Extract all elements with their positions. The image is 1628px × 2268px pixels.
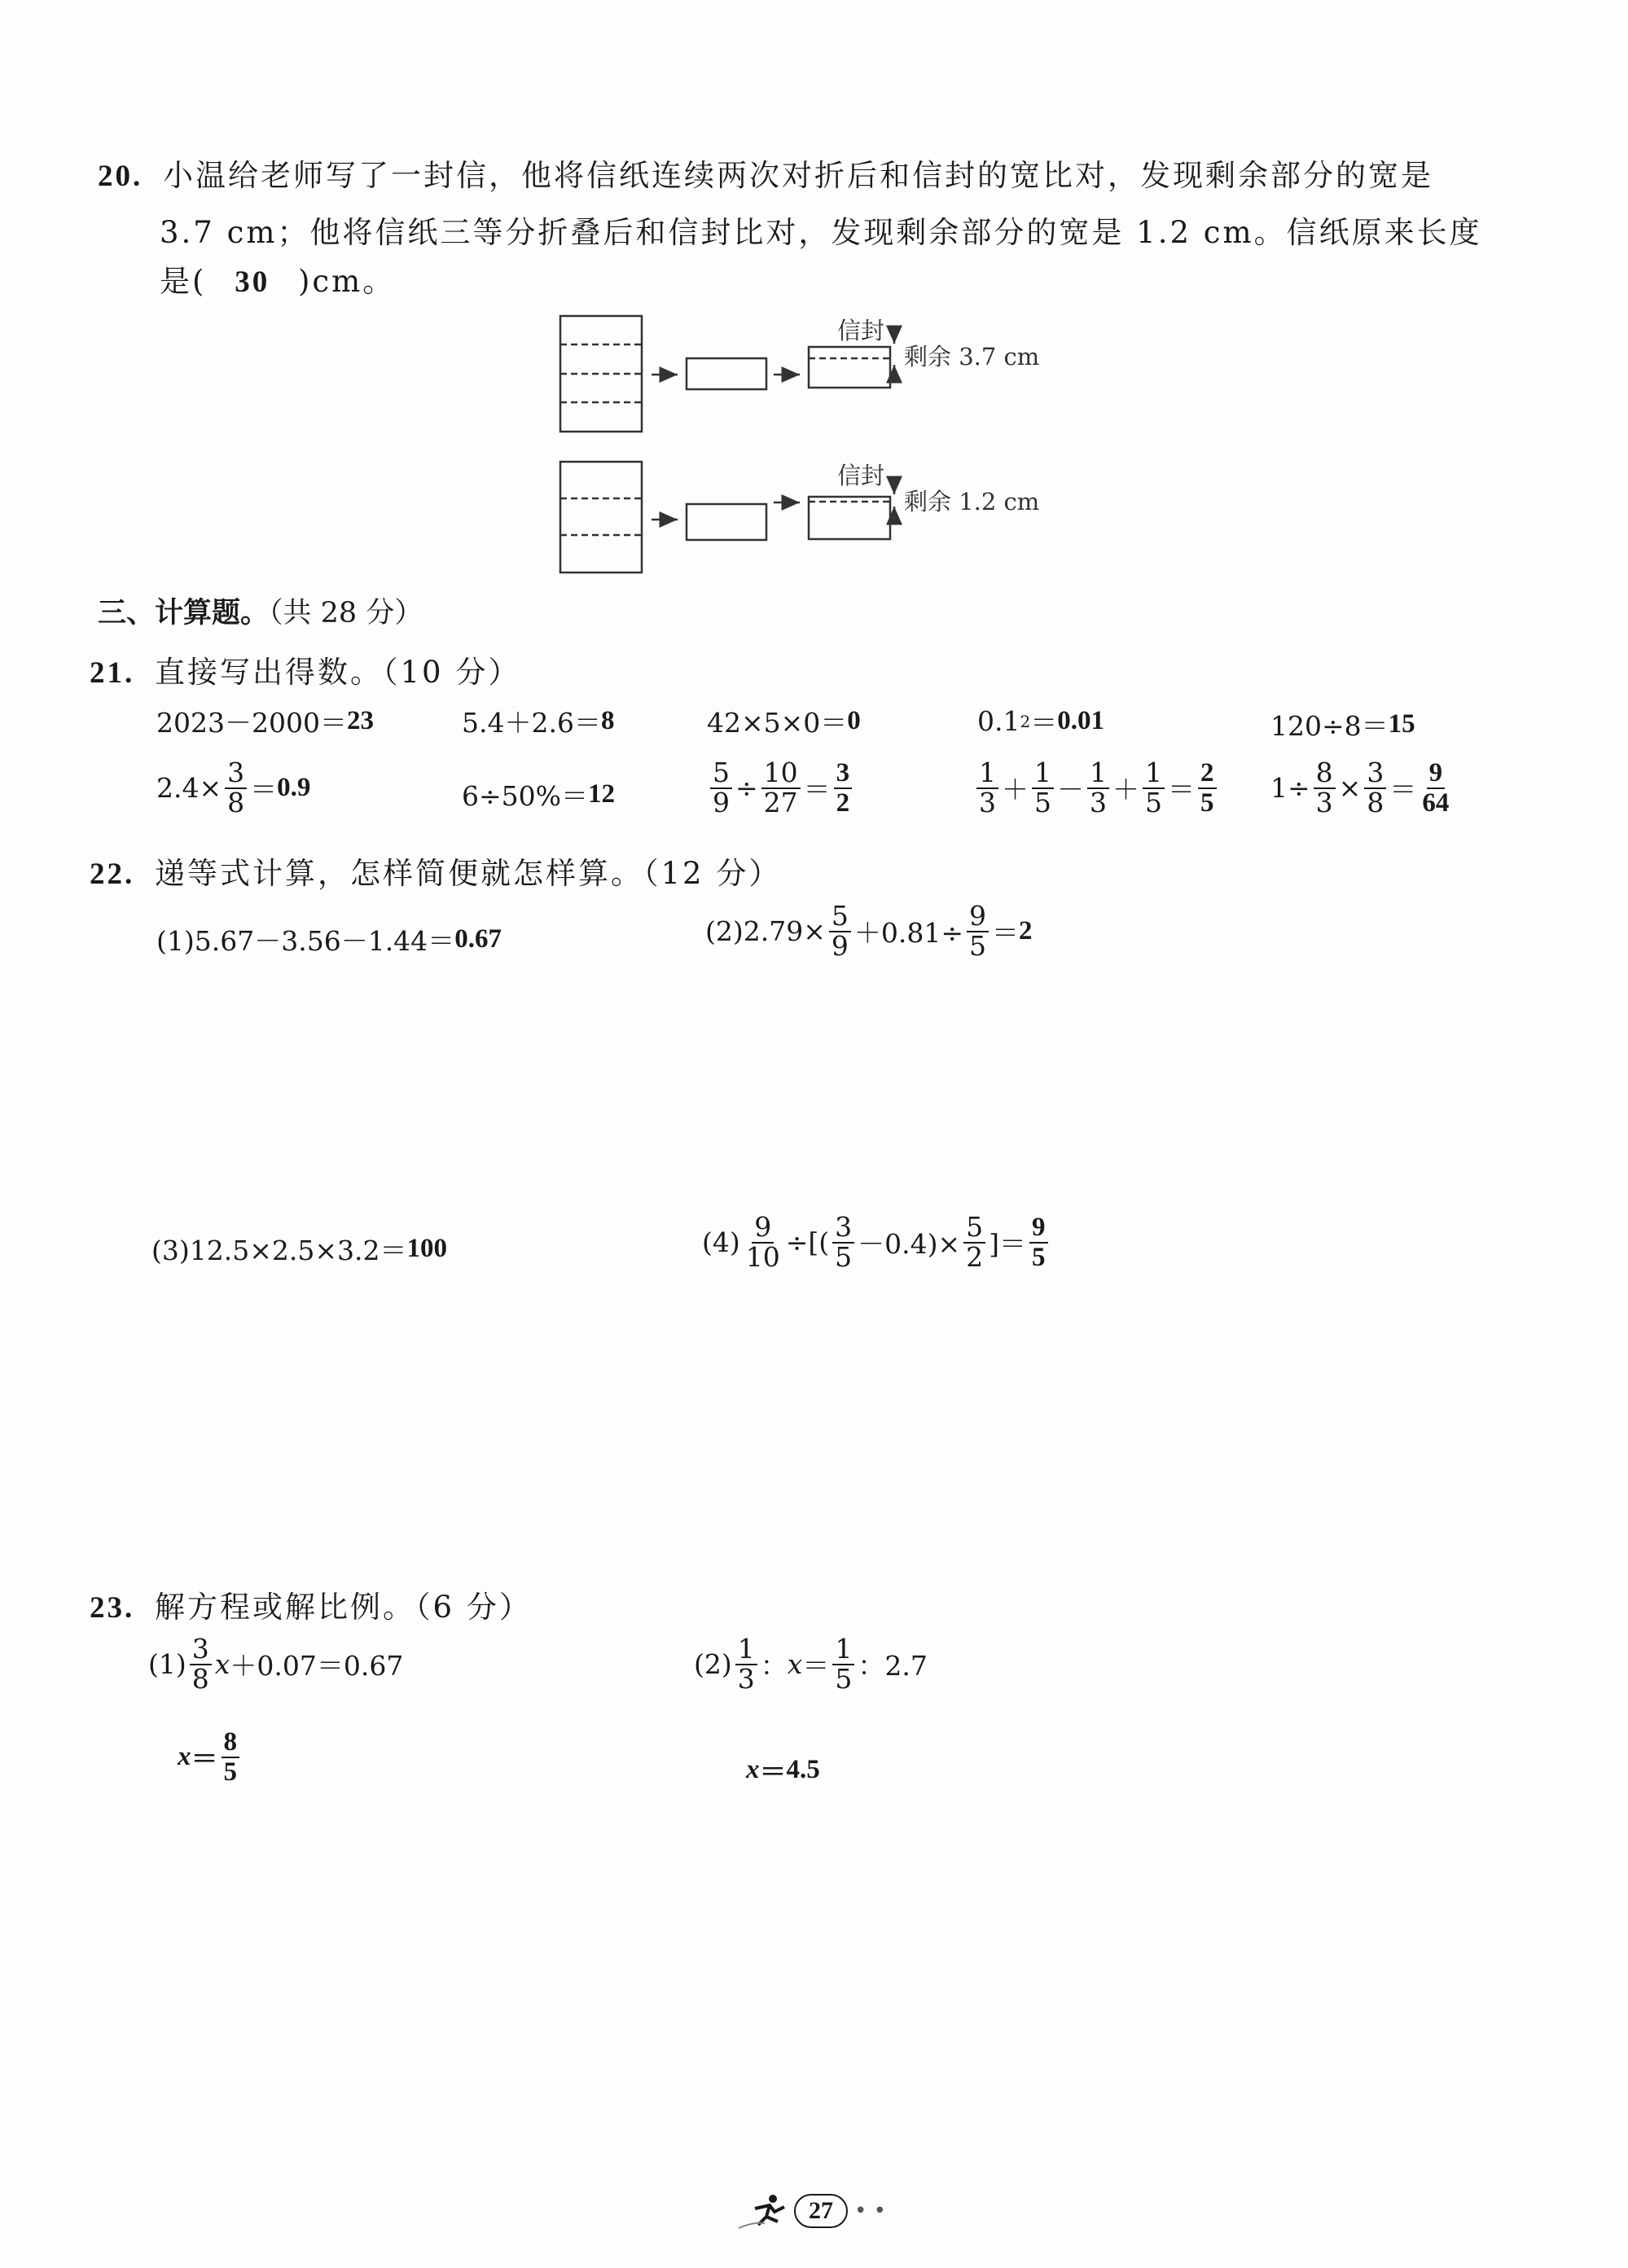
folded-paper-2 [687, 504, 766, 540]
frac [190, 1635, 212, 1693]
q22-part-4-mid2: －0.4)× [858, 1228, 961, 1261]
frac [1314, 759, 1336, 817]
numerator: 3 [834, 759, 853, 789]
denominator: 9 [713, 786, 730, 818]
q21-item-2-ans: 8 [600, 706, 615, 735]
page-footer [737, 2191, 886, 2231]
answer-variable: x [178, 1742, 191, 1772]
q22-number: 22. [90, 858, 135, 891]
letter-paper-thirds [560, 462, 642, 572]
denominator: 8 [227, 786, 245, 818]
variable: x [214, 1648, 230, 1681]
denominator: 3 [737, 1662, 755, 1695]
frac [1087, 759, 1109, 817]
q21-item-4-ans: 0.01 [1057, 706, 1104, 735]
q23-part-1-ans [222, 1728, 240, 1786]
q23-part-2 [694, 1635, 928, 1693]
remain-label-1: 剩余 3.7 cm [904, 343, 1040, 371]
q21-item-8-ans [834, 759, 853, 817]
frac [735, 1635, 757, 1693]
frac [1032, 759, 1054, 817]
denominator: 3 [1090, 786, 1107, 818]
denominator: 5 [835, 1662, 853, 1695]
q23-title [90, 1582, 532, 1626]
q22-part-2-ans: 2 [1019, 916, 1033, 946]
q23-title-text: 解方程或解比例。（6 分） [155, 1590, 532, 1625]
answer-equals: ＝ [191, 1745, 218, 1775]
q20-blank-close: )cm。 [297, 264, 396, 299]
frac [1364, 759, 1386, 817]
denominator: 3 [979, 786, 996, 818]
numerator: 3 [1364, 759, 1386, 789]
denominator: 5 [1032, 1242, 1046, 1272]
frac [1143, 759, 1165, 817]
q23-part-2-post: ：2.7 [858, 1650, 928, 1682]
numerator: 3 [832, 1213, 854, 1244]
ratio-colon: ： [760, 1650, 788, 1682]
q22-title-text: 递等式计算，怎样简便就怎样算。（12 分） [155, 856, 782, 891]
numerator: 5 [710, 759, 732, 789]
equals: ＝ [803, 774, 831, 806]
q21-item-10-pre: 1÷ [1270, 772, 1310, 805]
page-number: 27 [794, 2194, 848, 2228]
frac [761, 759, 801, 817]
q22-title [90, 849, 781, 893]
q20-line3 [160, 257, 395, 300]
q23-part-2-ans: 4.5 [786, 1755, 820, 1784]
q21-item-3-ans: 0 [847, 706, 861, 735]
q21-item-6-pre: 2.4× [156, 772, 222, 805]
answer-equals: ＝ [759, 1758, 787, 1788]
numerator: 8 [1314, 759, 1336, 789]
denominator: 5 [223, 1757, 237, 1787]
q21-item-1-expr: 2023－2000＝ [156, 707, 347, 739]
q22-part-3 [151, 1230, 447, 1268]
numerator: 1 [1143, 759, 1165, 789]
q21-item-6-eq: ＝ [250, 774, 278, 806]
q23-part-2-pre: (2) [694, 1648, 732, 1681]
q20-blank-open: 是( [160, 264, 207, 299]
runner-logo-icon [737, 2191, 794, 2231]
denominator: 2 [966, 1240, 984, 1273]
q22-part-2-pre: (2)2.79× [705, 915, 826, 948]
denominator: 64 [1422, 787, 1450, 818]
q23-number: 23. [90, 1591, 135, 1625]
q22-part-4-ans [1029, 1213, 1048, 1271]
q22-part-1 [156, 920, 502, 959]
denominator: 27 [763, 786, 798, 818]
equals: ＝ [1389, 774, 1417, 806]
numerator: 9 [1427, 759, 1446, 789]
q21-item-7-ans: 12 [588, 779, 615, 809]
q22-part-4-mid1: ÷[( [785, 1226, 830, 1259]
denominator: 5 [1145, 786, 1162, 818]
q20-text-line1: 小温给老师写了一封信，他将信纸连续两次对折后和信封的宽比对，发现剩余部分的宽是 [163, 158, 1434, 193]
frac [710, 759, 732, 817]
q21-item-8 [707, 759, 855, 817]
q22-part-1-expr: (1)5.67－3.56－1.44＝ [156, 925, 455, 957]
numerator: 9 [967, 902, 989, 932]
q23-part-1 [148, 1635, 403, 1693]
answer-variable: x [746, 1755, 760, 1784]
section-heading [98, 590, 423, 631]
denominator: 8 [191, 1662, 209, 1695]
q20-line1 [98, 151, 1433, 195]
equals: ＝ [802, 1650, 830, 1682]
section-title: 三、计算题。 [98, 596, 270, 630]
q21-item-3-expr: 42×5×0＝ [707, 707, 848, 739]
q21-item-1-ans: 23 [346, 706, 374, 735]
q22-part-2-mid: ＋0.81÷ [853, 917, 964, 950]
operator: × [1338, 772, 1362, 805]
q23-part-1-post: ＋0.07＝0.67 [230, 1650, 404, 1682]
footer-dots: • • [854, 2199, 886, 2223]
q21-item-4 [977, 702, 1104, 740]
numerator: 5 [829, 902, 851, 932]
q21-item-9 [973, 759, 1220, 817]
numerator: 9 [1029, 1213, 1048, 1244]
q21-item-6-ans: 0.9 [277, 773, 311, 803]
q21-item-4-expr: 0.1 [977, 705, 1020, 737]
q21-item-6-frac [225, 759, 247, 817]
denominator: 5 [1034, 786, 1051, 818]
q21-item-5 [1270, 705, 1415, 744]
q21-item-1 [156, 702, 374, 740]
numerator: 3 [225, 759, 247, 789]
q21-item-3 [707, 702, 861, 740]
q22-part-3-expr: (3)12.5×2.5×3.2＝ [151, 1235, 407, 1266]
q21-item-4-eq: ＝ [1030, 707, 1058, 739]
q23-part-1-answer [178, 1728, 243, 1786]
numerator: 2 [1198, 759, 1217, 789]
frac [967, 902, 989, 960]
denominator: 9 [831, 929, 849, 962]
q21-item-2 [462, 702, 614, 740]
numerator: 1 [1032, 759, 1054, 789]
q21-item-5-expr: 120÷8＝ [1270, 710, 1389, 742]
q23-part-1-pre: (1) [148, 1648, 186, 1681]
q21-item-2-expr: 5.4＋2.6＝ [462, 707, 601, 739]
envelope-1 [809, 347, 890, 388]
denominator: 5 [835, 1240, 853, 1273]
q22-part-3-ans: 100 [406, 1234, 447, 1263]
q22-part-4-post: ]＝ [989, 1228, 1027, 1261]
envelope-label-2: 信封 [837, 462, 885, 489]
numerator: 1 [1087, 759, 1109, 789]
q21-item-7 [462, 775, 615, 814]
operator: ＋ [1002, 774, 1029, 806]
section-points: （共 28 分） [269, 597, 423, 630]
q20-answer: 30 [235, 265, 270, 299]
q21-title [90, 647, 520, 691]
q22-part-1-ans: 0.67 [454, 924, 502, 954]
numerator: 3 [190, 1635, 212, 1665]
numerator: 9 [752, 1213, 774, 1244]
variable: x [787, 1648, 803, 1681]
numerator: 5 [963, 1213, 985, 1244]
q21-item-6 [156, 759, 310, 817]
frac [976, 759, 998, 817]
operator: ＋ [1112, 774, 1139, 806]
envelope-label-1: 信封 [837, 317, 885, 344]
denominator: 8 [1367, 786, 1384, 818]
numerator: 1 [832, 1635, 854, 1665]
remain-label-2: 剩余 1.2 cm [904, 488, 1040, 515]
q21-number: 21. [90, 656, 135, 690]
numerator: 1 [976, 759, 998, 789]
frac [832, 1213, 854, 1271]
q21-item-4-sup: 2 [1020, 711, 1031, 731]
q22-part-4-pre: (4) [702, 1226, 740, 1259]
equals: ＝ [1168, 774, 1195, 806]
equals: ＝ [992, 917, 1020, 950]
frac [963, 1213, 985, 1271]
folded-paper-1 [687, 358, 766, 389]
frac [832, 1635, 854, 1693]
q23-part-2-answer [746, 1751, 820, 1789]
envelope-2 [809, 497, 890, 539]
denominator: 5 [1200, 787, 1214, 818]
q21-item-5-ans: 15 [1388, 709, 1415, 739]
operator: ÷ [735, 772, 758, 805]
denominator: 5 [969, 929, 987, 962]
q22-part-4 [702, 1213, 1051, 1271]
q21-item-9-ans [1198, 759, 1217, 817]
denominator: 10 [745, 1240, 780, 1273]
q20-number: 20. [98, 160, 143, 193]
q21-item-10 [1270, 759, 1455, 817]
q20-line2: 3.7 cm；他将信纸三等分折叠后和信封比对，发现剩余部分的宽是 1.2 cm。信纸原来长度 [160, 215, 1482, 250]
q22-part-2 [705, 902, 1033, 960]
q21-title-text: 直接写出得数。（10 分） [155, 655, 521, 690]
numerator: 1 [735, 1635, 757, 1665]
denominator: 3 [1315, 786, 1333, 818]
numerator: 8 [222, 1728, 240, 1758]
q21-item-7-expr: 6÷50%＝ [462, 780, 588, 812]
frac [744, 1213, 783, 1271]
frac [829, 902, 851, 960]
folding-diagram [554, 301, 1108, 578]
denominator: 2 [836, 787, 850, 818]
q21-item-10-ans [1420, 759, 1451, 817]
numerator: 10 [761, 759, 801, 789]
operator: － [1057, 774, 1084, 806]
